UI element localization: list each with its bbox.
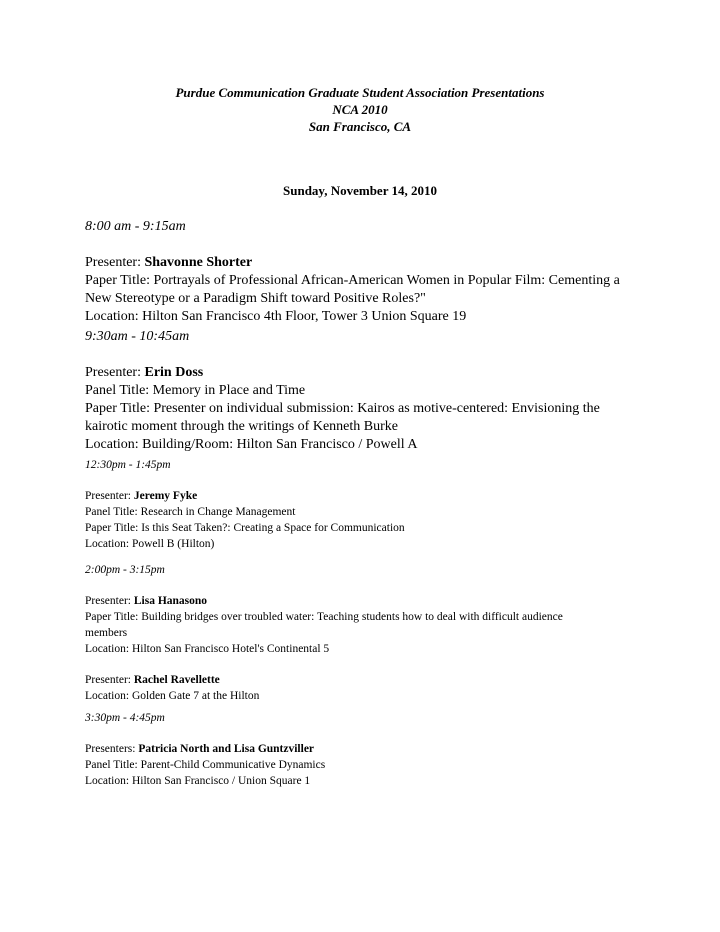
paper-title-cont: kairotic moment through the writings of Kenneth Burke [85, 419, 398, 434]
presenter-label: Presenter: [85, 255, 141, 270]
presenter-label: Presenter: [85, 490, 131, 502]
paper-title-cont: members [85, 627, 128, 639]
presenter-name: Lisa Hanasono [133, 595, 208, 607]
paper-title: Paper Title: Is this Seat Taken?: Creating a Space for Communication [85, 522, 405, 534]
presenter-name: Jeremy Fyke [133, 490, 198, 502]
panel-title: Panel Title: Parent-Child Communicative Dynamics [85, 759, 326, 771]
schedule-date: Sunday, November 14, 2010 [283, 183, 437, 198]
session-location: Location: Hilton San Francisco Hotel's Continental 5 [85, 643, 330, 655]
session-time: 3:30pm - 4:45pm [85, 712, 165, 724]
presenter-name: Patricia North and Lisa Guntzviller [138, 743, 315, 755]
session-location: Location: Hilton San Francisco / Union Square 1 [85, 775, 311, 787]
header-title: Purdue Communication Graduate Student Association Presentations [175, 85, 545, 100]
presenter-name: Rachel Ravellette [133, 674, 220, 686]
presenter-line [85, 488, 645, 504]
session-time: 12:30pm - 1:45pm [85, 459, 171, 471]
session-location: Location: Building/Room: Hilton San Francisco / Powell A [85, 437, 418, 452]
session-2 [85, 328, 645, 454]
session-1 [85, 218, 645, 326]
presenter-label: Presenter: [85, 365, 141, 380]
presenter-line [85, 364, 645, 382]
session-4 [85, 562, 645, 704]
panel-title: Panel Title: Research in Change Management [85, 506, 296, 518]
header-location: San Francisco, CA [308, 119, 412, 134]
session-location: Location: Hilton San Francisco 4th Floor, Tower 3 Union Square 19 [85, 309, 467, 324]
session-time: 9:30am - 10:45am [85, 329, 190, 344]
session-time: 8:00 am - 9:15am [85, 219, 186, 234]
session-5 [85, 710, 645, 789]
presenter-line [85, 741, 645, 757]
paper-title: Paper Title: Building bridges over troubled water: Teaching students how to deal with difficult audience [85, 611, 563, 623]
presenter-label: Presenter: [85, 595, 131, 607]
presenter-line [85, 254, 645, 272]
session-time: 2:00pm - 3:15pm [85, 564, 165, 576]
presenter-label: Presenters: [85, 743, 136, 755]
presenter-label: Presenter: [85, 674, 131, 686]
presenter-name: Shavonne Shorter [144, 255, 253, 270]
session-3 [85, 457, 645, 552]
header-event: NCA 2010 [332, 102, 388, 117]
paper-title: Paper Title: Presenter on individual submission: Kairos as motive-centered: Envisioning the [85, 401, 600, 416]
presenter-name: Erin Doss [144, 365, 204, 380]
paper-title-cont: New Stereotype or a Paradigm Shift toward Positive Roles?" [85, 291, 426, 306]
document-header [0, 84, 720, 135]
session-location-2: Location: Golden Gate 7 at the Hilton [85, 690, 260, 702]
presenter-line [85, 593, 645, 609]
presenter-line-2 [85, 672, 645, 688]
session-location: Location: Powell B (Hilton) [85, 538, 215, 550]
panel-title: Panel Title: Memory in Place and Time [85, 383, 306, 398]
paper-title: Paper Title: Portrayals of Professional African-American Women in Popular Film: Cementing a [85, 273, 620, 288]
